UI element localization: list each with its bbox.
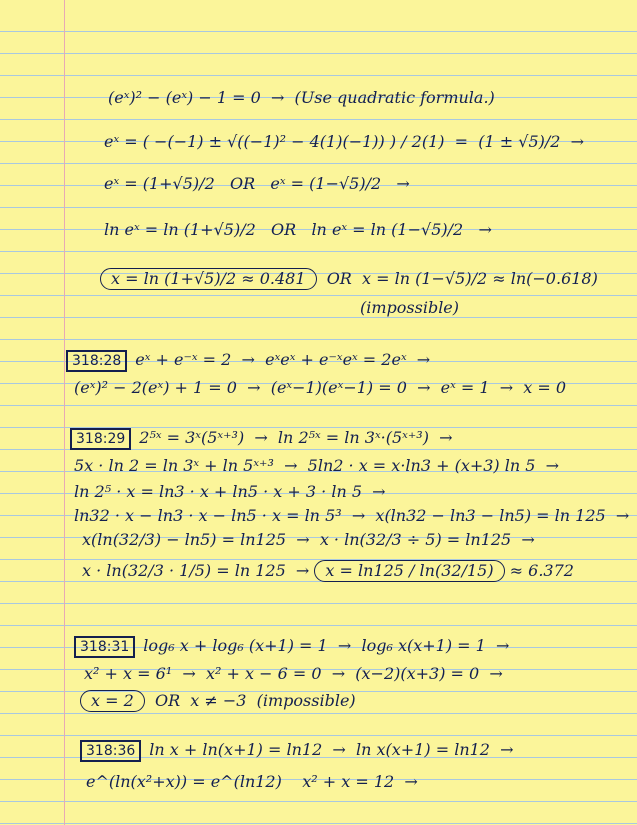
work-line-2: eˣ = ( −(−1) ± √((−1)² − 4(1)(−1)) ) / 2(1) = (1 ± √5)/2 → (104, 132, 585, 151)
problem-31-rest: OR x ≠ −3 (impossible) (144, 691, 356, 710)
work-line-3: eˣ = (1+√5)/2 OR eˣ = (1−√5)/2 → (104, 174, 410, 193)
problem-29-line-2: 5x · ln 2 = ln 3ˣ + ln 5ˣ⁺³ → 5ln2 · x = x·ln3 + (x+3) ln 5 → (74, 456, 560, 475)
problem-tag: 318:31 (74, 636, 135, 658)
problem-31-text-1: log₆ x + log₆ (x+1) = 1 → log₆ x(x+1) = 1 → (143, 636, 510, 655)
circled-answer: x = 2 (80, 690, 145, 712)
problem-28-line-2: (eˣ)² − 2(eˣ) + 1 = 0 → (eˣ−1)(eˣ−1) = 0 → eˣ = 1 → x = 0 (74, 378, 567, 397)
answer-line-1 (100, 268, 598, 290)
problem-29-text-1: 2⁵ˣ = 3ˣ(5ˣ⁺³) → ln 2⁵ˣ = ln 3ˣ·(5ˣ⁺³) → (139, 428, 453, 447)
margin-line (64, 0, 65, 825)
problem-tag: 318:28 (66, 350, 127, 372)
problem-29-line-4: ln32 · x − ln3 · x − ln5 · x = ln 5³ → x(ln32 − ln3 − ln5) = ln 125 → (74, 506, 630, 525)
work-line-1: (eˣ)² − (eˣ) − 1 = 0 → (Use quadratic formula.) (108, 88, 495, 107)
work-line-4: ln eˣ = ln (1+√5)/2 OR ln eˣ = ln (1−√5)/2 → (104, 220, 492, 239)
problem-29-line-1 (70, 428, 453, 450)
approx-value: ≈ 6.372 (504, 561, 574, 580)
circled-answer: x = ln (1+√5)/2 ≈ 0.481 (100, 268, 317, 290)
answer-alternative: OR x = ln (1−√5)/2 ≈ ln(−0.618) (316, 269, 598, 288)
circled-answer: x = ln125 / ln(32/15) (314, 560, 504, 582)
problem-31-line-2: x² + x = 6¹ → x² + x − 6 = 0 → (x−2)(x+3) = 0 → (84, 664, 503, 683)
problem-36-text-1: ln x + ln(x+1) = ln12 → ln x(x+1) = ln12 → (149, 740, 514, 759)
problem-29-line-3: ln 2⁵ · x = ln3 · x + ln5 · x + 3 · ln 5 → (74, 482, 386, 501)
problem-tag: 318:36 (80, 740, 141, 762)
problem-29-line-5: x(ln(32/3) − ln5) = ln125 → x · ln(32/3 ÷ 5) = ln125 → (82, 530, 535, 549)
problem-31-line-3 (80, 690, 356, 712)
problem-28-text-1: eˣ + e⁻ˣ = 2 → eˣeˣ + e⁻ˣeˣ = 2eˣ → (135, 350, 431, 369)
problem-36-line-2: e^(ln(x²+x)) = e^(ln12) x² + x = 12 → (86, 772, 418, 791)
problem-31-line-1 (74, 636, 509, 658)
impossible-note: (impossible) (360, 298, 460, 317)
problem-29-line-6 (82, 560, 574, 582)
problem-28-line-1 (66, 350, 430, 372)
problem-29-text-6: x · ln(32/3 · 1/5) = ln 125 → (82, 561, 310, 580)
problem-36-line-1 (80, 740, 514, 762)
problem-tag: 318:29 (70, 428, 131, 450)
